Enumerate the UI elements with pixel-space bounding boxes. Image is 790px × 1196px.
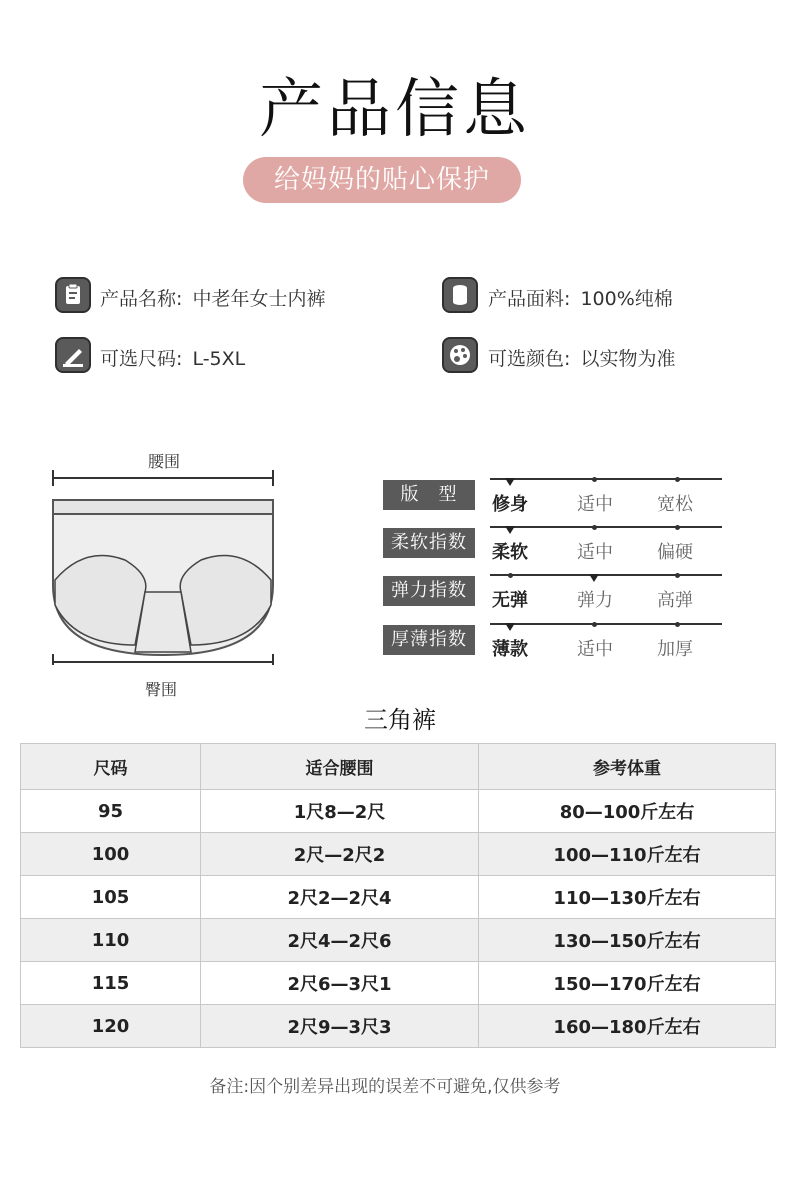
attribute-tag: 柔软指数 (383, 528, 475, 558)
table-header-row (21, 744, 776, 790)
cell-size: 110 (21, 919, 201, 962)
scale-option: 适中 (577, 542, 613, 563)
scale-line (490, 478, 722, 480)
cell-size: 95 (21, 790, 201, 833)
cell-waist: 2尺4—2尺6 (201, 919, 479, 962)
cell-waist: 1尺8—2尺 (201, 790, 479, 833)
briefs-diagram (45, 465, 285, 665)
fabric-roll-icon (442, 277, 478, 313)
size-table (20, 743, 776, 1048)
waist-label: 腰围 (148, 452, 181, 471)
table-title: 三角裤 (364, 706, 436, 734)
scale-option: 适中 (577, 639, 613, 660)
color-info (488, 344, 675, 371)
table-row (21, 876, 776, 919)
size-info (100, 344, 245, 371)
cell-weight: 110—130斤左右 (479, 876, 776, 919)
attribute-tag: 版 型 (383, 480, 475, 510)
scale-option: 弹力 (577, 590, 613, 611)
cell-weight: 100—110斤左右 (479, 833, 776, 876)
scale-line (490, 526, 722, 528)
fabric-value: 100%纯棉 (580, 288, 673, 310)
scale-option: 适中 (577, 494, 613, 515)
scale-dot (675, 477, 680, 482)
hip-label: 臀围 (145, 680, 178, 699)
product-name-label: 产品名称: (100, 288, 183, 310)
fabric-label: 产品面料: (488, 288, 571, 310)
header-size: 尺码 (21, 744, 201, 790)
selected-marker (505, 526, 515, 534)
product-name-value: 中老年女士内裤 (192, 288, 326, 310)
scale-line (490, 574, 722, 576)
scale-dot (592, 622, 597, 627)
cell-weight: 150—170斤左右 (479, 962, 776, 1005)
size-label: 可选尺码: (100, 348, 183, 370)
table-row (21, 790, 776, 833)
cell-size: 100 (21, 833, 201, 876)
tagline-badge: 给妈妈的贴心保护 (243, 157, 521, 203)
header-waist: 适合腰围 (201, 744, 479, 790)
cell-size: 120 (21, 1005, 201, 1048)
ruler-pencil-icon (55, 337, 91, 373)
color-label: 可选颜色: (488, 348, 571, 370)
scale-dot (508, 573, 513, 578)
footnote: 备注:因个别差异出现的误差不可避免,仅供参考 (209, 1077, 561, 1097)
cell-waist: 2尺6—3尺1 (201, 962, 479, 1005)
table-row (21, 919, 776, 962)
cell-weight: 130—150斤左右 (479, 919, 776, 962)
page-title: 产品信息 (259, 73, 531, 147)
cell-size: 105 (21, 876, 201, 919)
scale-line (490, 623, 722, 625)
cell-size: 115 (21, 962, 201, 1005)
scale-dot (592, 525, 597, 530)
cell-waist: 2尺2—2尺4 (201, 876, 479, 919)
scale-option: 修身 (492, 494, 528, 515)
scale-option: 加厚 (657, 639, 693, 660)
scale-dot (592, 477, 597, 482)
cell-waist: 2尺9—3尺3 (201, 1005, 479, 1048)
table-row (21, 833, 776, 876)
selected-marker (505, 478, 515, 486)
scale-option: 柔软 (492, 542, 528, 563)
selected-marker (505, 623, 515, 631)
scale-option: 高弹 (657, 590, 693, 611)
fabric-info (488, 284, 673, 311)
scale-dot (675, 573, 680, 578)
attribute-tag: 厚薄指数 (383, 625, 475, 655)
table-row (21, 962, 776, 1005)
cell-weight: 80—100斤左右 (479, 790, 776, 833)
scale-dot (675, 622, 680, 627)
scale-option: 无弹 (492, 590, 528, 611)
cell-waist: 2尺—2尺2 (201, 833, 479, 876)
scale-dot (675, 525, 680, 530)
size-value: L-5XL (192, 348, 246, 370)
attribute-tag: 弹力指数 (383, 576, 475, 606)
selected-marker (589, 574, 599, 582)
product-name-info (100, 284, 325, 311)
color-value: 以实物为准 (580, 348, 676, 370)
scale-option: 偏硬 (657, 542, 693, 563)
header-weight: 参考体重 (479, 744, 776, 790)
table-row (21, 1005, 776, 1048)
scale-option: 宽松 (657, 494, 693, 515)
cell-weight: 160—180斤左右 (479, 1005, 776, 1048)
clipboard-icon (55, 277, 91, 313)
scale-option: 薄款 (492, 639, 528, 660)
palette-icon (442, 337, 478, 373)
